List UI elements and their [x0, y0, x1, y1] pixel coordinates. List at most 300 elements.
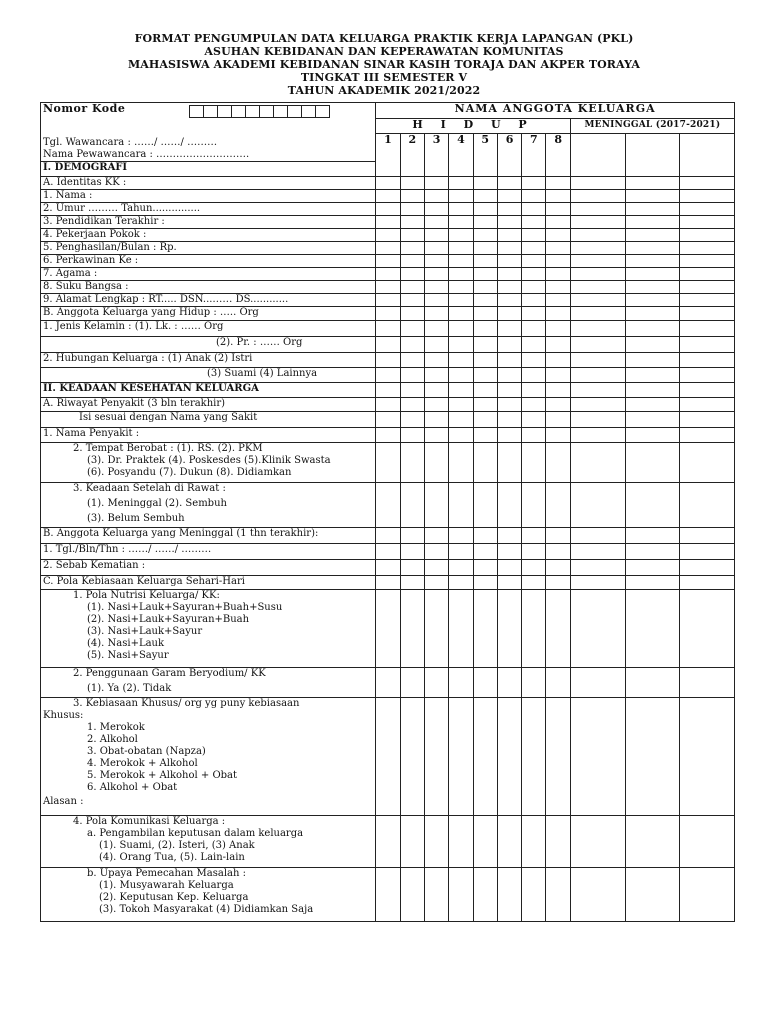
cell[interactable]	[497, 294, 521, 307]
cell[interactable]	[473, 544, 497, 560]
cell[interactable]	[424, 242, 448, 255]
deceased-slot-3[interactable]	[680, 134, 735, 177]
cell[interactable]	[546, 190, 570, 203]
cell[interactable]	[680, 321, 735, 337]
cell[interactable]	[625, 255, 680, 268]
cell[interactable]	[680, 576, 735, 590]
kode-box[interactable]	[315, 105, 330, 118]
cell[interactable]	[680, 281, 735, 294]
cell[interactable]	[680, 368, 735, 383]
cell[interactable]	[424, 398, 448, 412]
cell[interactable]	[449, 321, 473, 337]
cell[interactable]	[546, 216, 570, 229]
cell[interactable]	[497, 428, 521, 443]
cell[interactable]	[376, 483, 400, 528]
cell[interactable]	[376, 321, 400, 337]
cell[interactable]	[570, 383, 625, 398]
cell[interactable]	[680, 443, 735, 483]
cell[interactable]	[449, 190, 473, 203]
cell[interactable]	[497, 353, 521, 368]
cell[interactable]	[497, 383, 521, 398]
cell[interactable]	[424, 560, 448, 576]
cell[interactable]	[680, 560, 735, 576]
cell[interactable]	[376, 668, 400, 698]
cell[interactable]	[497, 544, 521, 560]
cell[interactable]	[400, 383, 424, 398]
cell[interactable]	[376, 590, 400, 668]
cell[interactable]	[376, 177, 400, 190]
cell[interactable]	[449, 281, 473, 294]
cell[interactable]	[570, 281, 625, 294]
cell[interactable]	[570, 242, 625, 255]
cell[interactable]	[424, 307, 448, 321]
cell[interactable]	[376, 229, 400, 242]
cell[interactable]	[680, 229, 735, 242]
cell[interactable]	[497, 698, 521, 816]
cell[interactable]	[625, 353, 680, 368]
cell[interactable]	[522, 229, 546, 242]
cell[interactable]	[625, 337, 680, 353]
cell[interactable]	[570, 443, 625, 483]
cell[interactable]	[680, 816, 735, 868]
cell[interactable]	[424, 816, 448, 868]
cell[interactable]	[449, 368, 473, 383]
cell[interactable]	[680, 242, 735, 255]
cell[interactable]	[376, 383, 400, 398]
cell[interactable]	[400, 412, 424, 428]
cell[interactable]	[570, 203, 625, 216]
cell[interactable]	[522, 816, 546, 868]
cell[interactable]	[522, 337, 546, 353]
cell[interactable]	[400, 590, 424, 668]
cell[interactable]	[522, 398, 546, 412]
cell[interactable]	[522, 242, 546, 255]
cell[interactable]	[376, 816, 400, 868]
cell[interactable]	[522, 412, 546, 428]
cell[interactable]	[522, 321, 546, 337]
cell[interactable]	[680, 294, 735, 307]
cell[interactable]	[497, 483, 521, 528]
cell[interactable]	[376, 698, 400, 816]
cell[interactable]	[497, 190, 521, 203]
cell[interactable]	[546, 203, 570, 216]
cell[interactable]	[473, 368, 497, 383]
cell[interactable]	[497, 203, 521, 216]
cell[interactable]	[625, 216, 680, 229]
cell[interactable]	[625, 698, 680, 816]
cell[interactable]	[522, 483, 546, 528]
cell[interactable]	[497, 337, 521, 353]
cell[interactable]	[522, 576, 546, 590]
cell[interactable]	[625, 177, 680, 190]
cell[interactable]	[449, 255, 473, 268]
cell[interactable]	[546, 528, 570, 544]
cell[interactable]	[449, 576, 473, 590]
cell[interactable]	[449, 242, 473, 255]
cell[interactable]	[680, 268, 735, 281]
cell[interactable]	[522, 368, 546, 383]
cell[interactable]	[497, 177, 521, 190]
cell[interactable]	[570, 337, 625, 353]
cell[interactable]	[546, 412, 570, 428]
cell[interactable]	[424, 412, 448, 428]
cell[interactable]	[400, 668, 424, 698]
cell[interactable]	[376, 337, 400, 353]
cell[interactable]	[546, 544, 570, 560]
cell[interactable]	[473, 353, 497, 368]
cell[interactable]	[376, 443, 400, 483]
cell[interactable]	[497, 816, 521, 868]
cell[interactable]	[625, 576, 680, 590]
cell[interactable]	[546, 590, 570, 668]
cell[interactable]	[424, 353, 448, 368]
cell[interactable]	[570, 560, 625, 576]
cell[interactable]	[376, 216, 400, 229]
cell[interactable]	[400, 398, 424, 412]
cell[interactable]	[497, 560, 521, 576]
cell[interactable]	[680, 383, 735, 398]
cell[interactable]	[376, 398, 400, 412]
cell[interactable]	[473, 281, 497, 294]
cell[interactable]	[449, 307, 473, 321]
cell[interactable]	[625, 190, 680, 203]
cell[interactable]	[546, 368, 570, 383]
cell[interactable]	[625, 590, 680, 668]
cell[interactable]	[424, 321, 448, 337]
cell[interactable]	[424, 337, 448, 353]
cell[interactable]	[473, 242, 497, 255]
cell[interactable]	[625, 528, 680, 544]
kode-box[interactable]	[287, 105, 302, 118]
cell[interactable]	[424, 668, 448, 698]
cell[interactable]	[400, 483, 424, 528]
cell[interactable]	[449, 698, 473, 816]
cell[interactable]	[473, 528, 497, 544]
cell[interactable]	[522, 203, 546, 216]
deceased-slot-2[interactable]	[625, 134, 680, 177]
cell[interactable]	[522, 307, 546, 321]
cell[interactable]	[497, 242, 521, 255]
cell[interactable]	[424, 177, 448, 190]
cell[interactable]	[424, 203, 448, 216]
cell[interactable]	[473, 398, 497, 412]
cell[interactable]	[424, 190, 448, 203]
cell[interactable]	[376, 307, 400, 321]
cell[interactable]	[473, 443, 497, 483]
cell[interactable]	[376, 190, 400, 203]
cell[interactable]	[625, 203, 680, 216]
cell[interactable]	[473, 483, 497, 528]
cell[interactable]	[625, 383, 680, 398]
cell[interactable]	[570, 528, 625, 544]
cell[interactable]	[625, 443, 680, 483]
cell[interactable]	[625, 398, 680, 412]
cell[interactable]	[424, 483, 448, 528]
cell[interactable]	[473, 177, 497, 190]
cell[interactable]	[625, 268, 680, 281]
cell[interactable]	[497, 268, 521, 281]
cell[interactable]	[449, 398, 473, 412]
cell[interactable]	[449, 229, 473, 242]
cell[interactable]	[497, 443, 521, 483]
cell[interactable]	[400, 216, 424, 229]
cell[interactable]	[570, 216, 625, 229]
cell[interactable]	[497, 868, 521, 922]
cell[interactable]	[473, 190, 497, 203]
nama-pewawancara-field[interactable]: Nama Pewawancara : ……………………….	[43, 149, 250, 160]
cell[interactable]	[424, 368, 448, 383]
kode-box[interactable]	[189, 105, 204, 118]
cell[interactable]	[424, 868, 448, 922]
cell[interactable]	[473, 268, 497, 281]
cell[interactable]	[680, 528, 735, 544]
cell[interactable]	[625, 544, 680, 560]
kode-box[interactable]	[259, 105, 274, 118]
cell[interactable]	[570, 353, 625, 368]
cell[interactable]	[400, 177, 424, 190]
cell[interactable]	[449, 383, 473, 398]
cell[interactable]	[449, 483, 473, 528]
cell[interactable]	[680, 412, 735, 428]
cell[interactable]	[424, 383, 448, 398]
cell[interactable]	[680, 337, 735, 353]
cell[interactable]	[570, 816, 625, 868]
cell[interactable]	[522, 216, 546, 229]
cell[interactable]	[424, 428, 448, 443]
cell[interactable]	[522, 428, 546, 443]
cell[interactable]	[473, 668, 497, 698]
cell[interactable]	[625, 412, 680, 428]
cell[interactable]	[570, 321, 625, 337]
kode-box[interactable]	[301, 105, 316, 118]
cell[interactable]	[522, 177, 546, 190]
cell[interactable]	[522, 383, 546, 398]
cell[interactable]	[400, 281, 424, 294]
cell[interactable]	[680, 255, 735, 268]
cell[interactable]	[546, 443, 570, 483]
cell[interactable]	[570, 307, 625, 321]
cell[interactable]	[522, 190, 546, 203]
cell[interactable]	[449, 203, 473, 216]
kode-box[interactable]	[245, 105, 260, 118]
cell[interactable]	[400, 443, 424, 483]
cell[interactable]	[424, 229, 448, 242]
cell[interactable]	[570, 868, 625, 922]
cell[interactable]	[546, 698, 570, 816]
cell[interactable]	[376, 203, 400, 216]
cell[interactable]	[376, 576, 400, 590]
cell[interactable]	[680, 698, 735, 816]
cell[interactable]	[400, 428, 424, 443]
cell[interactable]	[424, 294, 448, 307]
cell[interactable]	[497, 307, 521, 321]
deceased-slot-1[interactable]	[570, 134, 625, 177]
cell[interactable]	[473, 229, 497, 242]
cell[interactable]	[546, 576, 570, 590]
cell[interactable]	[473, 321, 497, 337]
cell[interactable]	[546, 560, 570, 576]
cell[interactable]	[449, 216, 473, 229]
cell[interactable]	[570, 483, 625, 528]
cell[interactable]	[570, 268, 625, 281]
cell[interactable]	[625, 321, 680, 337]
cell[interactable]	[497, 368, 521, 383]
cell[interactable]	[424, 216, 448, 229]
cell[interactable]	[473, 307, 497, 321]
cell[interactable]	[449, 337, 473, 353]
cell[interactable]	[376, 368, 400, 383]
cell[interactable]	[376, 255, 400, 268]
cell[interactable]	[546, 177, 570, 190]
cell[interactable]	[376, 412, 400, 428]
cell[interactable]	[449, 868, 473, 922]
cell[interactable]	[473, 698, 497, 816]
cell[interactable]	[424, 255, 448, 268]
cell[interactable]	[376, 428, 400, 443]
cell[interactable]	[625, 281, 680, 294]
cell[interactable]	[449, 590, 473, 668]
cell[interactable]	[570, 398, 625, 412]
cell[interactable]	[449, 177, 473, 190]
cell[interactable]	[449, 428, 473, 443]
cell[interactable]	[400, 229, 424, 242]
cell[interactable]	[546, 281, 570, 294]
cell[interactable]	[449, 353, 473, 368]
cell[interactable]	[400, 190, 424, 203]
cell[interactable]	[625, 868, 680, 922]
cell[interactable]	[625, 242, 680, 255]
cell[interactable]	[570, 294, 625, 307]
cell[interactable]	[497, 412, 521, 428]
cell[interactable]	[400, 544, 424, 560]
cell[interactable]	[473, 337, 497, 353]
cell[interactable]	[625, 816, 680, 868]
cell[interactable]	[680, 428, 735, 443]
cell[interactable]	[424, 576, 448, 590]
cell[interactable]	[376, 353, 400, 368]
cell[interactable]	[680, 216, 735, 229]
cell[interactable]	[546, 383, 570, 398]
cell[interactable]	[376, 528, 400, 544]
cell[interactable]	[400, 353, 424, 368]
cell[interactable]	[424, 528, 448, 544]
cell[interactable]	[497, 590, 521, 668]
cell[interactable]	[400, 255, 424, 268]
cell[interactable]	[625, 483, 680, 528]
cell[interactable]	[522, 698, 546, 816]
cell[interactable]	[570, 590, 625, 668]
cell[interactable]	[424, 698, 448, 816]
cell[interactable]	[400, 307, 424, 321]
cell[interactable]	[522, 443, 546, 483]
cell[interactable]	[400, 868, 424, 922]
cell[interactable]	[473, 590, 497, 668]
cell[interactable]	[546, 816, 570, 868]
cell[interactable]	[570, 177, 625, 190]
cell[interactable]	[570, 428, 625, 443]
cell[interactable]	[497, 398, 521, 412]
cell[interactable]	[625, 668, 680, 698]
cell[interactable]	[546, 294, 570, 307]
cell[interactable]	[570, 190, 625, 203]
cell[interactable]	[680, 544, 735, 560]
cell[interactable]	[449, 544, 473, 560]
cell[interactable]	[546, 398, 570, 412]
cell[interactable]	[376, 544, 400, 560]
cell[interactable]	[570, 229, 625, 242]
cell[interactable]	[473, 868, 497, 922]
kode-box[interactable]	[273, 105, 288, 118]
cell[interactable]	[522, 590, 546, 668]
cell[interactable]	[400, 560, 424, 576]
cell[interactable]	[497, 229, 521, 242]
cell[interactable]	[570, 544, 625, 560]
cell[interactable]	[625, 560, 680, 576]
cell[interactable]	[497, 281, 521, 294]
cell[interactable]	[522, 544, 546, 560]
cell[interactable]	[680, 868, 735, 922]
cell[interactable]	[570, 255, 625, 268]
cell[interactable]	[522, 668, 546, 698]
cell[interactable]	[546, 229, 570, 242]
cell[interactable]	[546, 668, 570, 698]
cell[interactable]	[376, 560, 400, 576]
cell[interactable]	[497, 576, 521, 590]
cell[interactable]	[400, 698, 424, 816]
cell[interactable]	[546, 242, 570, 255]
cell[interactable]	[546, 353, 570, 368]
cell[interactable]	[400, 268, 424, 281]
cell[interactable]	[400, 203, 424, 216]
cell[interactable]	[400, 528, 424, 544]
cell[interactable]	[473, 816, 497, 868]
cell[interactable]	[473, 203, 497, 216]
cell[interactable]	[546, 337, 570, 353]
cell[interactable]	[570, 412, 625, 428]
cell[interactable]	[497, 255, 521, 268]
cell[interactable]	[449, 816, 473, 868]
cell[interactable]	[376, 242, 400, 255]
cell[interactable]	[473, 576, 497, 590]
cell[interactable]	[424, 590, 448, 668]
cell[interactable]	[625, 307, 680, 321]
cell[interactable]	[522, 294, 546, 307]
cell[interactable]	[680, 307, 735, 321]
cell[interactable]	[376, 868, 400, 922]
cell[interactable]	[680, 668, 735, 698]
cell[interactable]	[680, 398, 735, 412]
cell[interactable]	[546, 268, 570, 281]
cell[interactable]	[680, 190, 735, 203]
cell[interactable]	[449, 443, 473, 483]
cell[interactable]	[449, 294, 473, 307]
cell[interactable]	[570, 368, 625, 383]
cell[interactable]	[570, 668, 625, 698]
cell[interactable]	[424, 544, 448, 560]
cell[interactable]	[497, 668, 521, 698]
cell[interactable]	[570, 698, 625, 816]
cell[interactable]	[400, 816, 424, 868]
cell[interactable]	[449, 668, 473, 698]
cell[interactable]	[625, 229, 680, 242]
cell[interactable]	[522, 255, 546, 268]
cell[interactable]	[625, 294, 680, 307]
cell[interactable]	[376, 294, 400, 307]
cell[interactable]	[473, 412, 497, 428]
cell[interactable]	[546, 868, 570, 922]
cell[interactable]	[522, 353, 546, 368]
cell[interactable]	[522, 868, 546, 922]
